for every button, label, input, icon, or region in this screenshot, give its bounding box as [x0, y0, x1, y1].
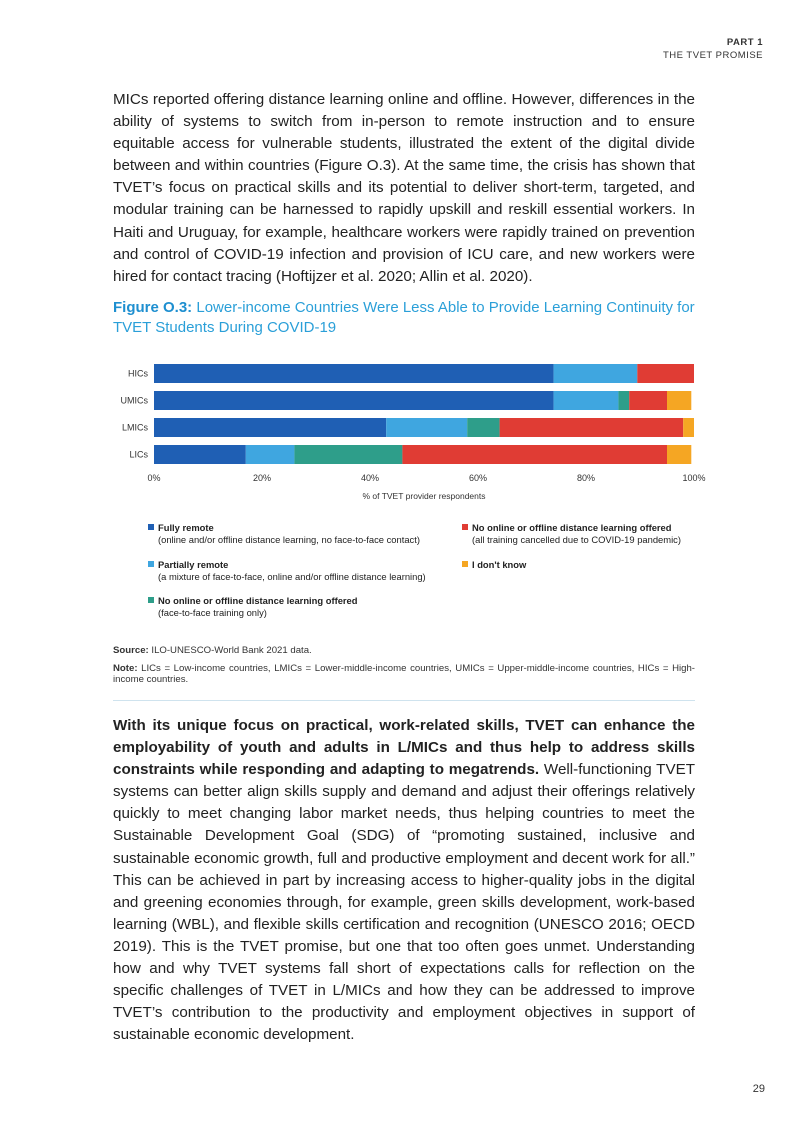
stacked-bar-chart — [110, 352, 710, 507]
bar-segment — [294, 445, 402, 464]
header-part: PART 1 — [726, 37, 763, 48]
bar-segment — [683, 418, 694, 437]
legend-swatch — [148, 561, 154, 567]
paragraph-rest: Well-functioning TVET systems can better align skills supply and demand and adjust their offerings relatively quickly to meet changing labor market needs, thus helping countries to meet the Sustainable Development Goal (SDG) of “promoting sustained, inclusive and sustainable economic growth, full and productive employment and decent work for all.” This can be achieved in part by increasing access to higher-quality jobs in the digital and greening economies through, for example, green skills development, work-based learning (WBL), and flexible skills certification and recognition (UNESCO 2016; OECD 2019). This is the TVET promise, but one that too often goes unmet. Understanding how and why TVET systems fall short of expectations calls for reflection on the specific challenges of TVET in L/MICs and how they can be addressed to improve TVET’s contribution to the productivity and employment objectives in support of sustainable economic development. — [113, 761, 695, 1044]
x-tick-label: 40% — [360, 473, 380, 483]
bar-segment — [618, 391, 629, 410]
bar-segment — [554, 391, 619, 410]
bar-segment — [246, 445, 295, 464]
bar-segment — [667, 391, 691, 410]
figure-caption: Lower-income Countries Were Less Able to Provide Learning Continuity for TVET Students During COVID-19 — [113, 299, 695, 336]
paragraph-intro: MICs reported offering distance learning online and offline. However, differences in the ability of systems to switch from in-person to remote instruction and to ensure equitable access for vulnerable students, illustrated the extent of the digital divide between and within countries (Figure O.3). At the same time, the crisis has shown that TVET’s focus on practical skills and its potential to deliver short-term, targeted, and modular training can be harnessed to rapidly upskill and reskill essential workers. In Haiti and Uruguay, for example, healthcare workers were rapidly trained on prevention and control of COVID-19 infection and provision of ICU care, and new workers were hired for contact tracing (Hoftijzer et al. 2020; Allin et al. 2020). — [113, 91, 695, 285]
legend-item-dont-know — [462, 559, 526, 571]
header-section: THE TVET PROMISE — [662, 50, 763, 61]
y-tick-label: LMICs — [121, 422, 148, 433]
legend-label: No online or offline distance learning offered — [158, 595, 358, 606]
legend-label: No online or offline distance learning offered — [472, 522, 672, 533]
bar-segment — [154, 391, 554, 410]
bar-segment — [402, 445, 667, 464]
x-tick-label: 100% — [682, 473, 706, 483]
source-text: ILO-UNESCO-World Bank 2021 data. — [148, 645, 312, 656]
legend-item-cancelled — [462, 522, 681, 545]
bar-segment — [554, 364, 638, 383]
figure-title — [113, 298, 703, 338]
legend-swatch — [462, 524, 468, 530]
legend-sublabel: (a mixture of face-to-face, online and/or offline distance learning) — [158, 570, 426, 582]
legend-swatch — [462, 561, 468, 567]
legend-sublabel: (all training cancelled due to COVID-19 pandemic) — [472, 533, 681, 545]
source-label: Source: — [113, 645, 149, 656]
note-label: Note: — [113, 662, 138, 674]
y-tick-label: LICs — [129, 449, 148, 460]
legend-label: Fully remote — [158, 522, 214, 533]
bar-segment — [386, 418, 467, 437]
bar-segment — [629, 391, 667, 410]
legend-swatch — [148, 597, 154, 603]
legend-label: Partially remote — [158, 559, 229, 570]
figure-label: Figure O.3: — [113, 299, 193, 316]
x-axis-label: % of TVET provider respondents — [362, 491, 486, 501]
bar-segment — [667, 445, 691, 464]
x-tick-label: 20% — [252, 473, 272, 483]
bar-segment — [467, 418, 499, 437]
x-tick-label: 60% — [468, 473, 488, 483]
bar-segment — [637, 364, 694, 383]
bar-segment — [154, 418, 386, 437]
legend-item-face-to-face-only — [148, 595, 358, 618]
y-tick-label: HICs — [128, 368, 148, 379]
page-number: 29 — [752, 1083, 765, 1095]
legend-sublabel: (face-to-face training only) — [158, 606, 267, 618]
x-tick-label: 80% — [576, 473, 596, 483]
paragraph-lead: With its unique focus on practical, work-related skills, TVET can enhance the employability of youth and adults in L/MICs and thus help to address skills constraints while responding and adapting to megatrends. — [113, 717, 695, 779]
note-text: LICs = Low-income countries, LMICs = Lower-middle-income countries, UMICs = Upper-middle-income countries, HICs = High-income countries. — [113, 662, 695, 685]
bar-segment — [154, 445, 246, 464]
bar-segment — [154, 364, 554, 383]
legend-label: I don't know — [472, 559, 527, 570]
x-tick-label: 0% — [147, 473, 161, 483]
legend-swatch — [148, 524, 154, 530]
running-header — [663, 36, 763, 62]
y-tick-label: UMICs — [120, 395, 148, 406]
divider — [113, 700, 695, 701]
legend-item-partially-remote — [148, 559, 426, 582]
bar-segment — [500, 418, 684, 437]
legend-sublabel: (online and/or offline distance learning, no face-to-face contact) — [158, 533, 420, 545]
paragraph-tvet-promise — [113, 715, 695, 1046]
legend-item-fully-remote — [148, 522, 420, 545]
figure-source — [113, 645, 695, 686]
